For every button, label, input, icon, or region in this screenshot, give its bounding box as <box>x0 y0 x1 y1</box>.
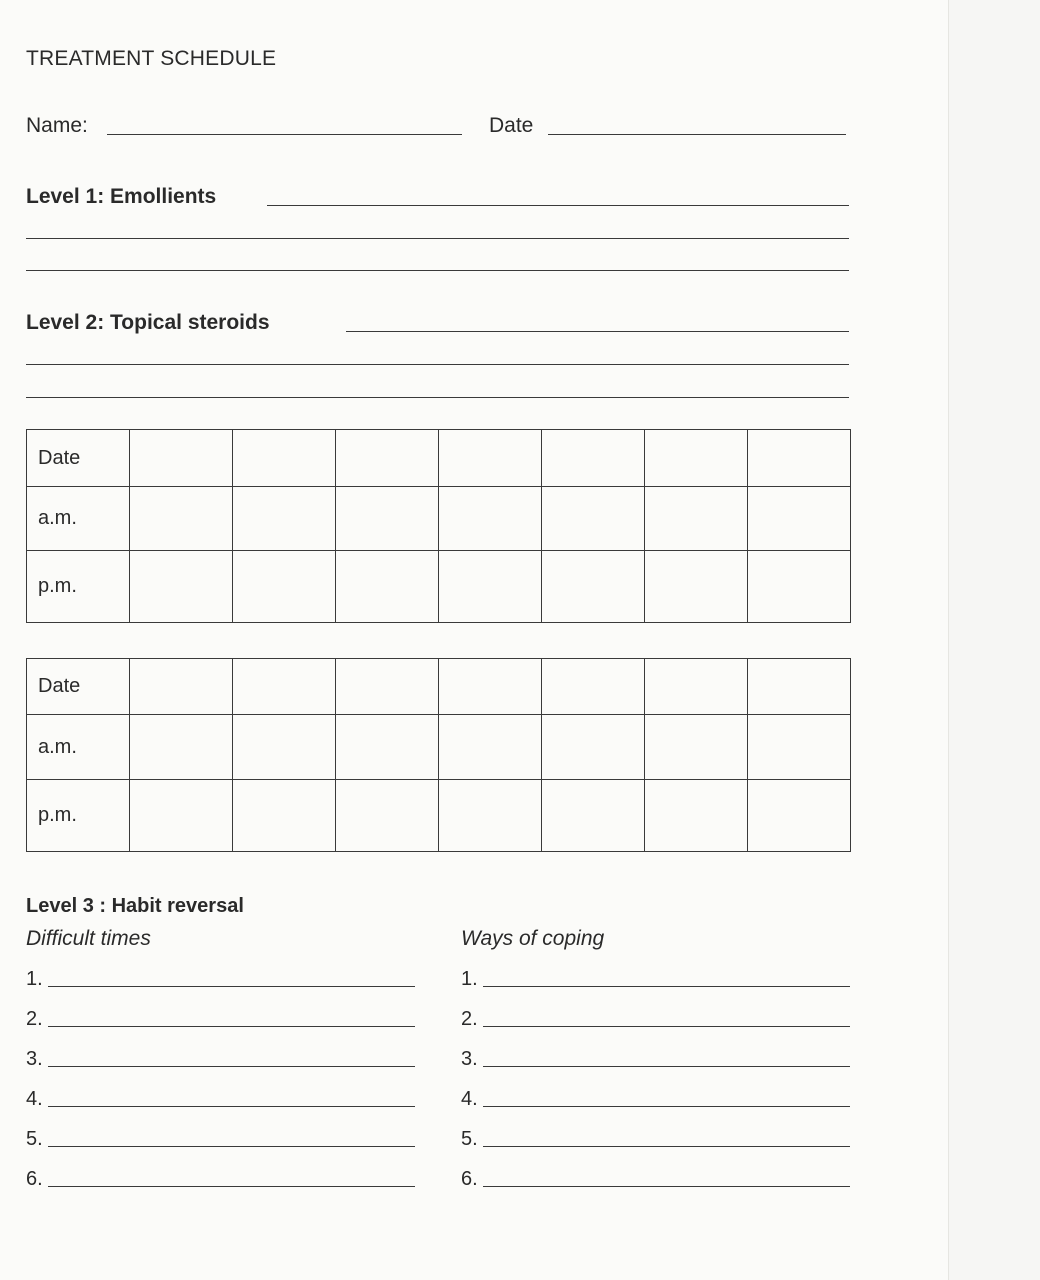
difficult-times-number: 6. <box>26 1168 43 1190</box>
ways-of-coping-number: 3. <box>461 1048 478 1070</box>
table-cell[interactable] <box>542 715 645 780</box>
name-label: Name: <box>26 114 88 137</box>
table-cell[interactable] <box>130 487 233 551</box>
table-cell[interactable] <box>645 780 748 852</box>
date-label: Date <box>489 114 534 137</box>
level2-line-1[interactable] <box>346 331 849 332</box>
level1-line-3[interactable] <box>26 270 849 271</box>
table-cell[interactable] <box>130 430 233 487</box>
ways-of-coping-number: 1. <box>461 968 478 990</box>
table-cell[interactable] <box>748 430 851 487</box>
table-row <box>27 551 851 623</box>
table-cell[interactable] <box>542 487 645 551</box>
date-field-line[interactable] <box>548 134 846 135</box>
table-cell[interactable] <box>233 780 336 852</box>
schedule-table-1 <box>26 429 851 623</box>
table-cell[interactable] <box>645 715 748 780</box>
ways-of-coping-line[interactable] <box>483 1186 850 1187</box>
schedule-table-2 <box>26 658 851 852</box>
ways-of-coping-line[interactable] <box>483 1106 850 1107</box>
ways-of-coping-number: 2. <box>461 1008 478 1030</box>
form-title: TREATMENT SCHEDULE <box>26 47 277 70</box>
difficult-times-line[interactable] <box>48 1106 415 1107</box>
row-label-am: a.m. <box>27 487 130 551</box>
row-label-am: a.m. <box>27 715 130 780</box>
table-cell[interactable] <box>336 430 439 487</box>
table-cell[interactable] <box>645 430 748 487</box>
table-cell[interactable] <box>748 715 851 780</box>
difficult-times-number: 5. <box>26 1128 43 1150</box>
difficult-times-line[interactable] <box>48 1066 415 1067</box>
table-cell[interactable] <box>748 487 851 551</box>
table-cell[interactable] <box>130 659 233 715</box>
level2-line-2[interactable] <box>26 364 849 365</box>
row-label-pm: p.m. <box>27 780 130 852</box>
table-cell[interactable] <box>233 715 336 780</box>
table-cell[interactable] <box>542 430 645 487</box>
table-cell[interactable] <box>645 551 748 623</box>
table-cell[interactable] <box>336 715 439 780</box>
table-cell[interactable] <box>645 487 748 551</box>
table-cell[interactable] <box>542 659 645 715</box>
ways-of-coping-number: 4. <box>461 1088 478 1110</box>
difficult-times-heading: Difficult times <box>26 927 151 950</box>
table-cell[interactable] <box>439 780 542 852</box>
table-cell[interactable] <box>542 551 645 623</box>
table-row <box>27 487 851 551</box>
table-cell[interactable] <box>233 659 336 715</box>
table-cell[interactable] <box>233 430 336 487</box>
level1-line-2[interactable] <box>26 238 849 239</box>
table-cell[interactable] <box>439 659 542 715</box>
ways-of-coping-line[interactable] <box>483 1146 850 1147</box>
difficult-times-number: 1. <box>26 968 43 990</box>
name-field-line[interactable] <box>107 134 462 135</box>
table-cell[interactable] <box>130 551 233 623</box>
table-cell[interactable] <box>130 780 233 852</box>
row-label-date: Date <box>27 430 130 487</box>
table-cell[interactable] <box>336 551 439 623</box>
table-cell[interactable] <box>748 659 851 715</box>
difficult-times-number: 2. <box>26 1008 43 1030</box>
difficult-times-line[interactable] <box>48 1026 415 1027</box>
table-cell[interactable] <box>336 780 439 852</box>
level1-line-1[interactable] <box>267 205 849 206</box>
table-cell[interactable] <box>439 715 542 780</box>
table-cell[interactable] <box>439 551 542 623</box>
table-cell[interactable] <box>748 551 851 623</box>
table-row <box>27 659 851 715</box>
difficult-times-line[interactable] <box>48 1186 415 1187</box>
table-cell[interactable] <box>645 659 748 715</box>
ways-of-coping-line[interactable] <box>483 1066 850 1067</box>
table-cell[interactable] <box>336 659 439 715</box>
row-label-date: Date <box>27 659 130 715</box>
table-cell[interactable] <box>542 780 645 852</box>
ways-of-coping-heading: Ways of coping <box>461 927 605 950</box>
table-cell[interactable] <box>130 715 233 780</box>
ways-of-coping-number: 5. <box>461 1128 478 1150</box>
ways-of-coping-line[interactable] <box>483 986 850 987</box>
level1-heading: Level 1: Emollients <box>26 185 217 208</box>
table-row <box>27 780 851 852</box>
difficult-times-number: 4. <box>26 1088 43 1110</box>
ways-of-coping-line[interactable] <box>483 1026 850 1027</box>
level2-line-3[interactable] <box>26 397 849 398</box>
table-cell[interactable] <box>439 430 542 487</box>
table-row <box>27 715 851 780</box>
difficult-times-line[interactable] <box>48 1146 415 1147</box>
table-cell[interactable] <box>233 487 336 551</box>
level2-heading: Level 2: Topical steroids <box>26 311 270 334</box>
table-cell[interactable] <box>336 487 439 551</box>
difficult-times-line[interactable] <box>48 986 415 987</box>
table-cell[interactable] <box>233 551 336 623</box>
difficult-times-number: 3. <box>26 1048 43 1070</box>
row-label-pm: p.m. <box>27 551 130 623</box>
table-cell[interactable] <box>439 487 542 551</box>
table-cell[interactable] <box>748 780 851 852</box>
table-row <box>27 430 851 487</box>
level3-heading: Level 3 : Habit reversal <box>26 895 244 917</box>
ways-of-coping-number: 6. <box>461 1168 478 1190</box>
